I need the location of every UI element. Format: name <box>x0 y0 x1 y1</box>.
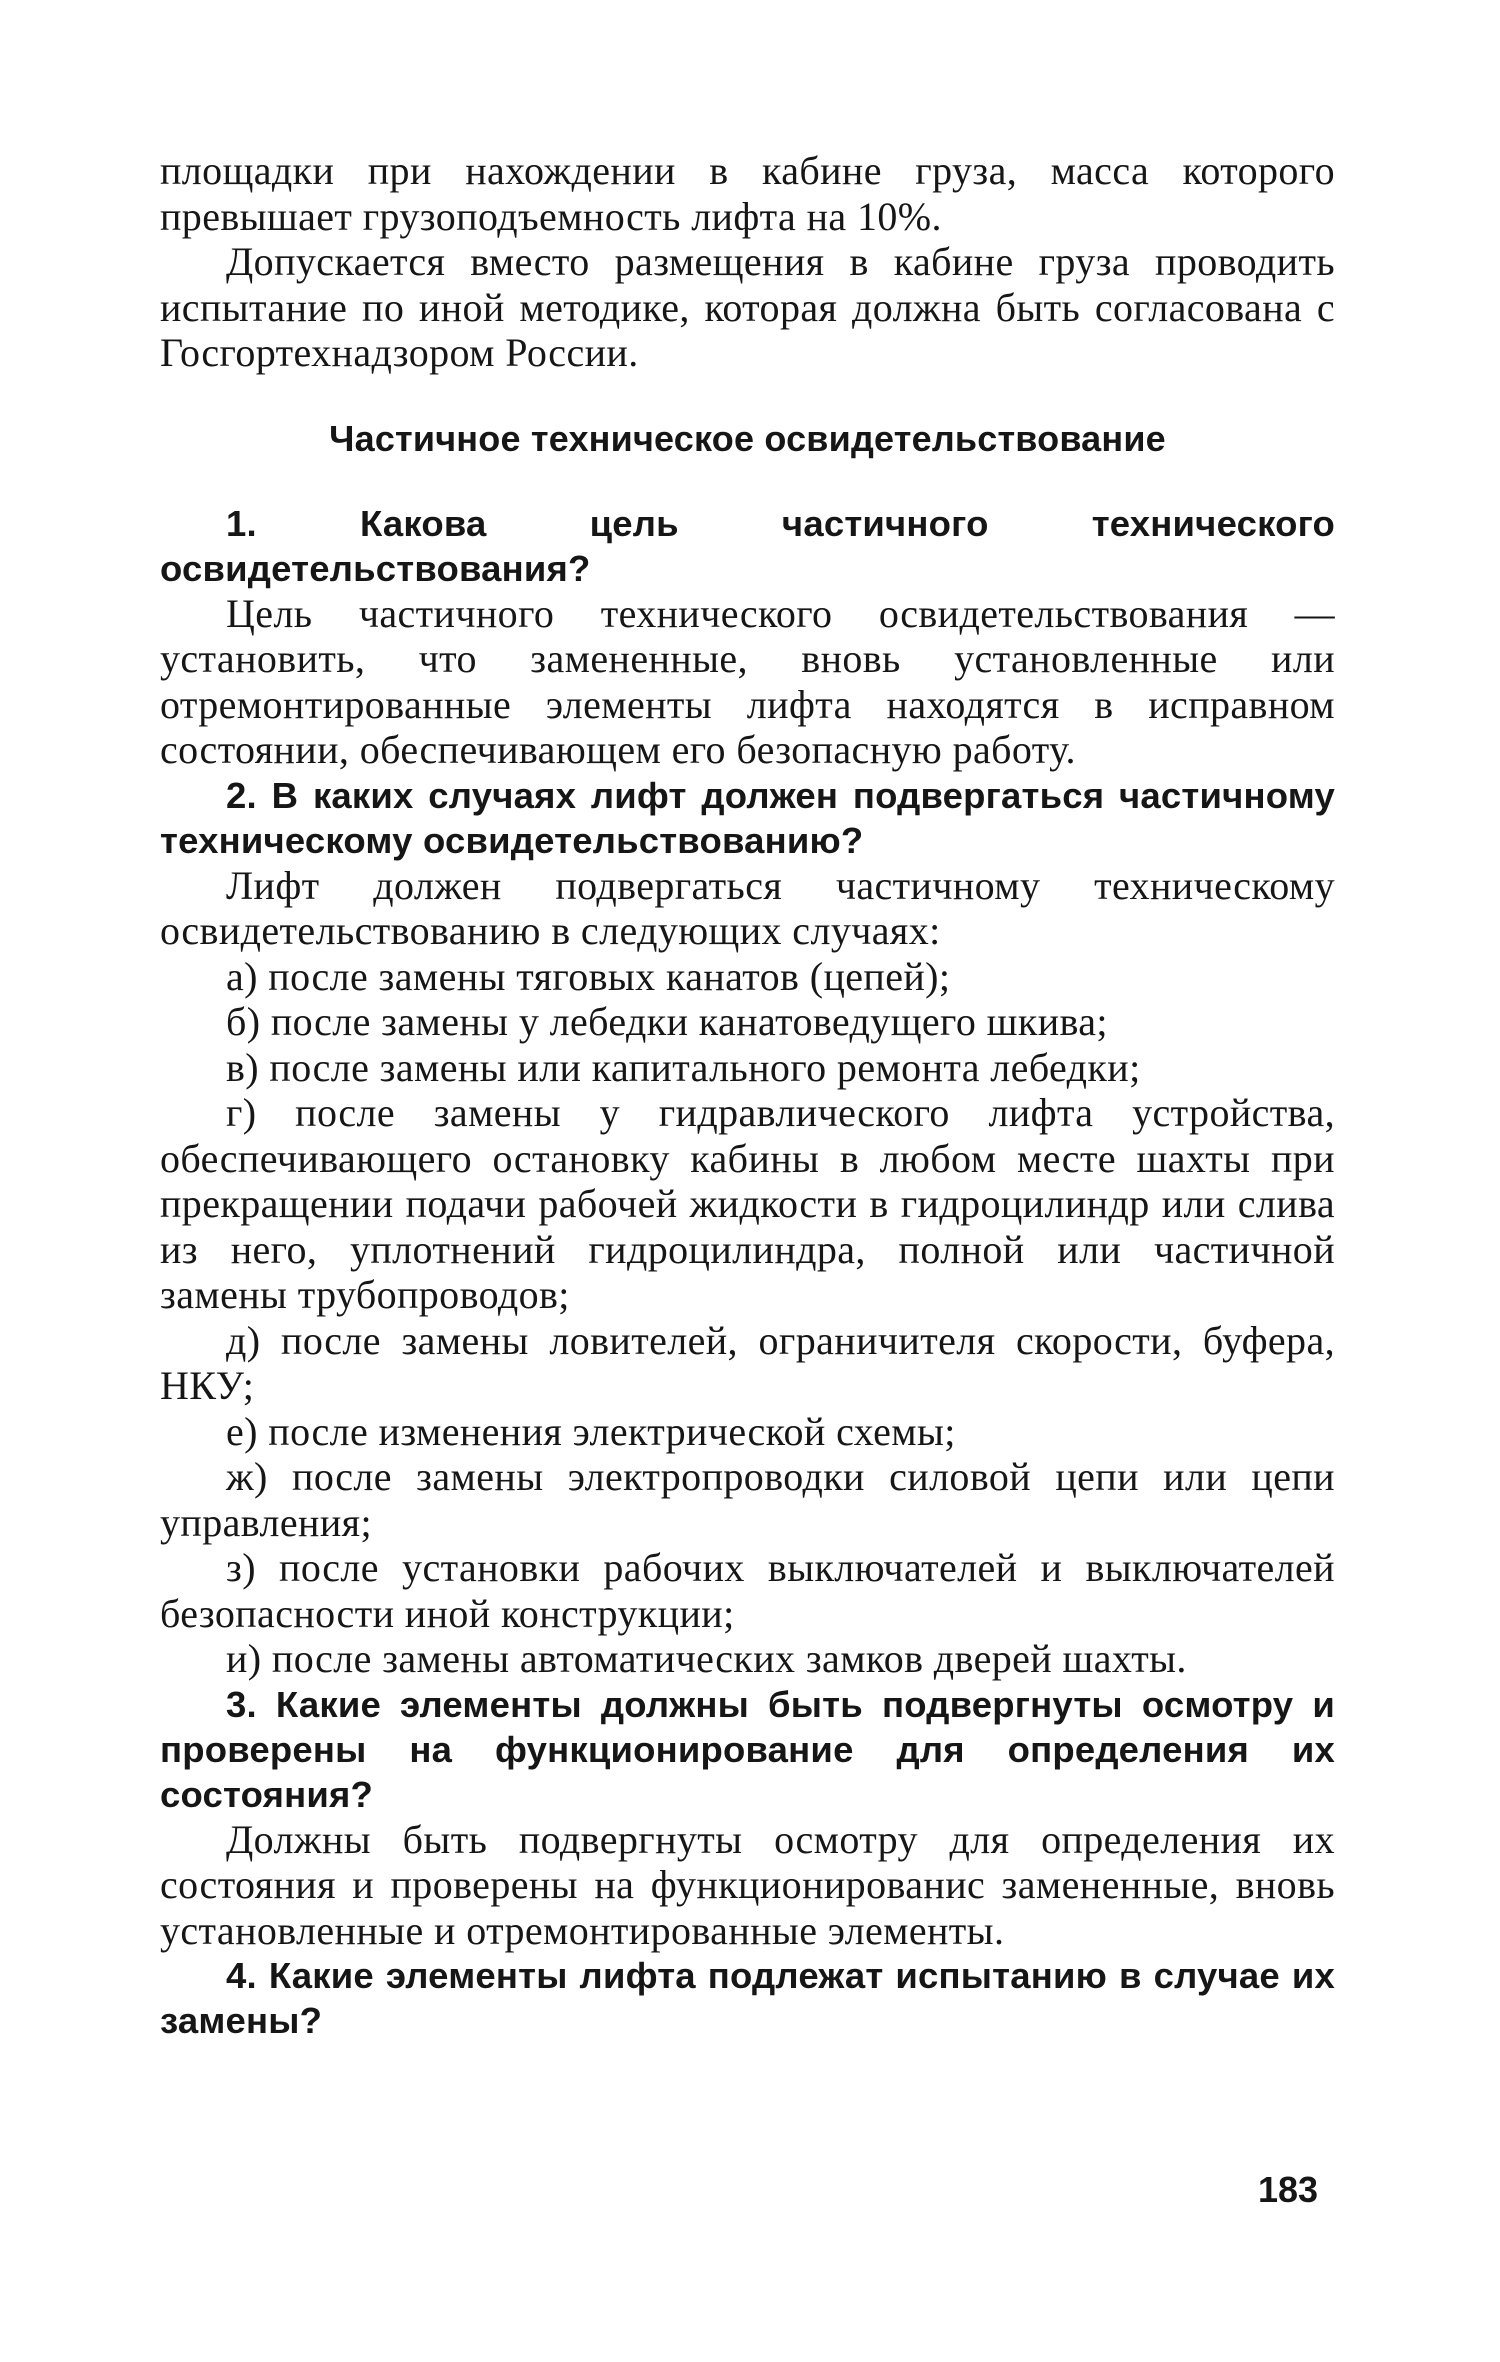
question-3: 3. Какие элементы должны быть подвергнуты осмотру и проверены на функционирование для определения их состояния? <box>160 1683 1335 1815</box>
intro-paragraph: Допускается вместо размещения в кабине груза проводить испытание по иной методике, которая должна быть согласована с Госгортехнадзором России. <box>160 239 1335 375</box>
answer-2: Лифт должен подвергаться частичному техническому освидетельствованию в следующих случаях: <box>160 862 1335 953</box>
list-item: д) после замены ловителей, ограничителя скорости, буфера, НКУ; <box>160 1317 1335 1408</box>
question-4: 4. Какие элементы лифта подлежат испытанию в случае их замены? <box>160 1955 1335 2041</box>
intro-paragraph: площадки при нахождении в кабине груза, масса которого превышает грузоподъемность лифта на 10%. <box>160 148 1335 239</box>
list-item: и) после замены автоматических замков дверей шахты. <box>226 1636 1187 1681</box>
answer-3: Должны быть подвергнуты осмотру для определения их состояния и проверены на функционированис замененные, вновь установленные и отремонтированные элементы. <box>160 1816 1335 1953</box>
list-item: ж) после замены электропроводки силовой цепи или цепи управления; <box>160 1454 1335 1545</box>
answer-1: Цель частичного технического освидетельствования — установить, что замененные, вновь установленные или отремонтированные элементы лифта находятся в исправном состоянии, обеспечивающем его безопасную работу. <box>160 590 1335 772</box>
list-item: б) после замены у лебедки канатоведущего шкива; <box>226 999 1108 1044</box>
list-item: а) после замены тяговых канатов (цепей); <box>226 953 951 999</box>
list-item: г) после замены у гидравлического лифта устройства, обеспечивающего остановку кабины в любом месте шахты при прекращении подачи рабочей жидкости в гидроцилиндр или слива из него, уплотнений гидроцилиндра, полной или частичной замены трубопроводов; <box>160 1090 1335 1317</box>
page-content <box>160 148 1335 2043</box>
page-number: 183 <box>1258 2169 1319 2210</box>
question-1: 1. Какова цель частичного технического освидетельствования? <box>160 502 1335 589</box>
list-item: е) после изменения электрической схемы; <box>226 1408 956 1454</box>
question-2: 2. В каких случаях лифт должен подвергаться частичному техническому освидетельствованию? <box>160 774 1335 861</box>
list-item: в) после замены или капитального ремонта лебедки; <box>226 1044 1141 1090</box>
section-title: Частичное техническое освидетельствование <box>329 417 1166 459</box>
list-item: з) после установки рабочих выключателей и выключателей безопасности иной конструкции; <box>160 1545 1335 1636</box>
